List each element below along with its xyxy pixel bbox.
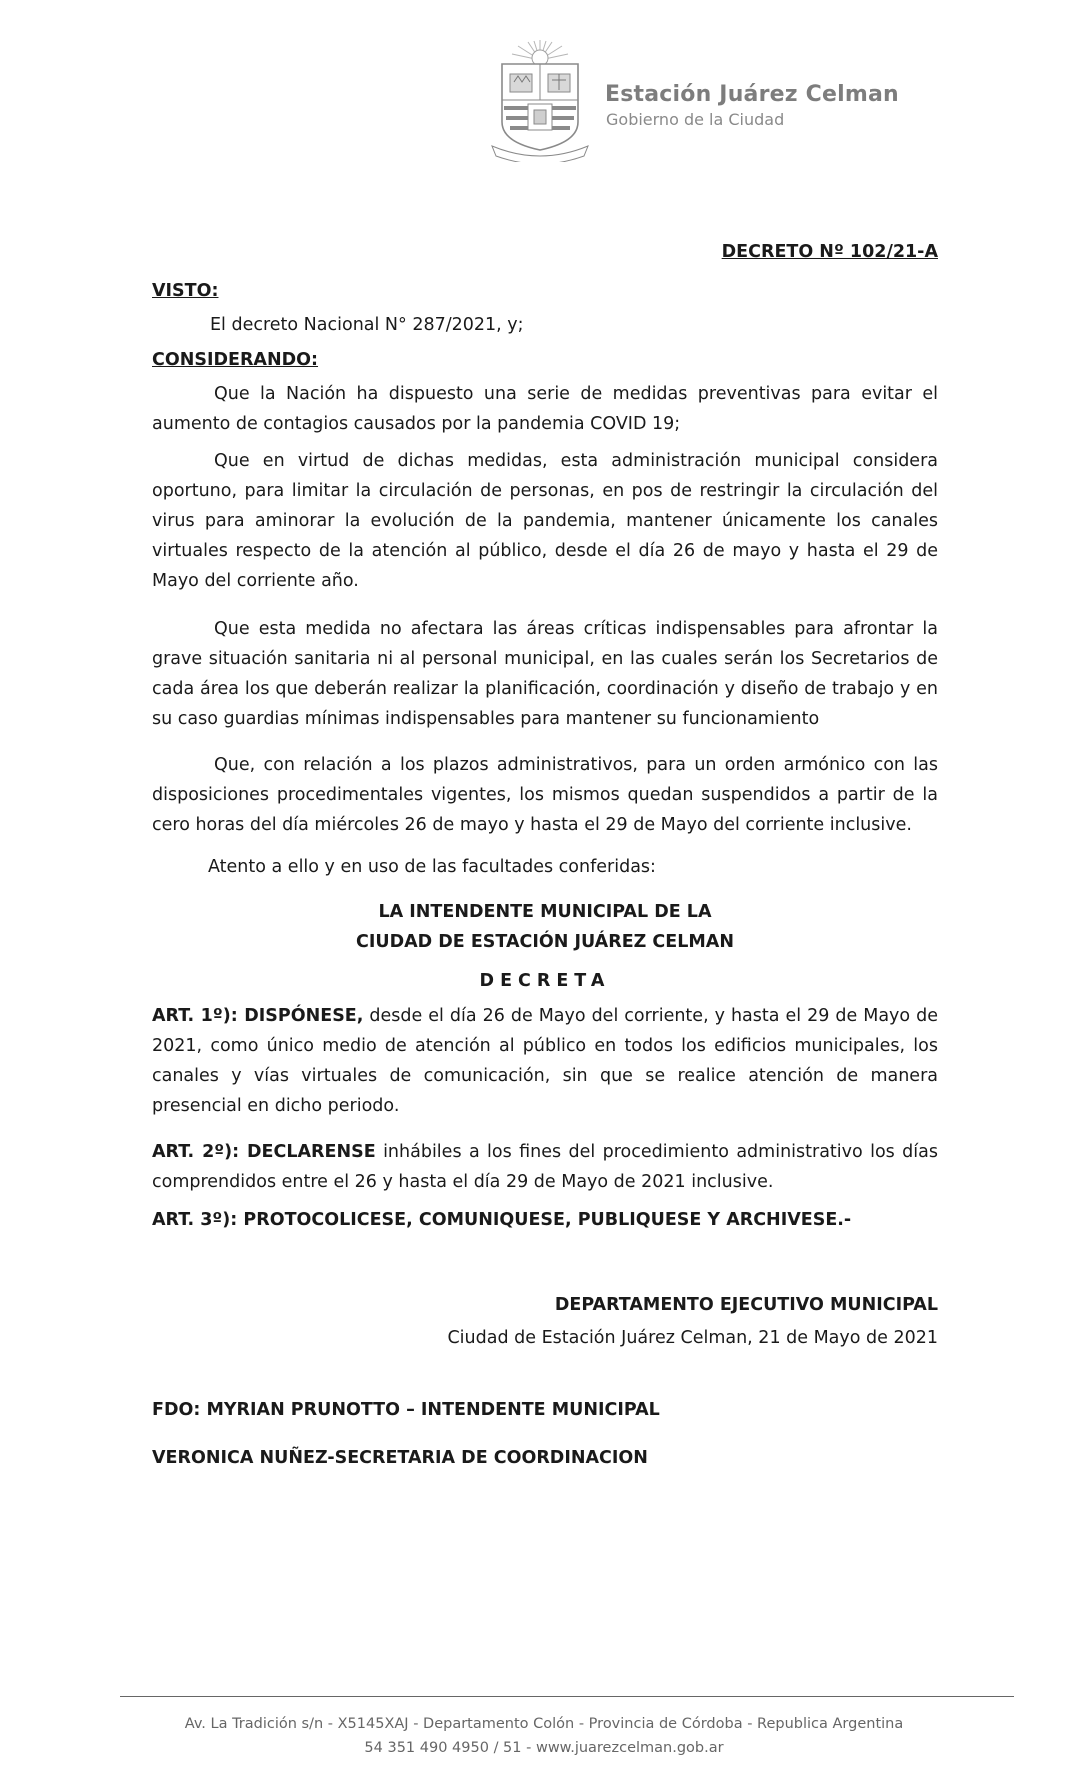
decree-number: DECRETO Nº 102/21-A <box>721 242 938 262</box>
visto-heading: VISTO: <box>152 281 219 301</box>
article-2 <box>152 1137 938 1197</box>
article-2-body: inhábiles a los fines del procedimiento administrativo los días comprendidos entre el 26 y hasta el día 29 de Mayo de 2021 inclusive. <box>152 1142 938 1192</box>
decreta-block <box>152 966 938 996</box>
header-logo <box>488 38 908 168</box>
atento-block <box>152 852 938 882</box>
coat-of-arms-seal-icon <box>488 38 592 162</box>
considerando-paragraph: Que esta medida no afectara las áreas críticas indispensables para afrontar la grave situación sanitaria ni al personal municipal, en las cuales serán los Secretarios de cada área los que deberán realizar la planificación, coordinación y diseño de trabajo y en su caso guardias mínimas indispensables para mantener su funcionamiento <box>152 619 938 729</box>
authority-line-2: CIUDAD DE ESTACIÓN JUÁREZ CELMAN <box>356 932 734 952</box>
article-2-label: ART. 2º): DECLARENSE <box>152 1142 376 1162</box>
paragraph-block <box>152 446 938 596</box>
article-1-body: desde el día 26 de Mayo del corriente, y hasta el 29 de Mayo de 2021, como único medio de atención al público en todos los edificios municipales, los canales y vías virtuales de comunicación, sin que se realice atención de manera presencial en dicho periodo. <box>152 1006 938 1116</box>
considerando-heading: CONSIDERANDO: <box>152 350 319 370</box>
decreta-heading: DECRETA <box>479 971 611 991</box>
signature-secretaria: VERONICA NUÑEZ-SECRETARIA DE COORDINACION <box>152 1448 648 1468</box>
article-1 <box>152 1001 938 1121</box>
footer-address: Av. La Tradición s/n - X5145XAJ - Departamento Colón - Provincia de Córdoba - Republica Argentina <box>184 1716 904 1732</box>
footer-contact: 54 351 490 4950 / 51 - www.juarezcelman.gob.ar <box>364 1740 724 1756</box>
place-date: Ciudad de Estación Juárez Celman, 21 de Mayo de 2021 <box>447 1328 938 1348</box>
footer-divider <box>120 1696 1014 1697</box>
authority-block <box>152 897 938 957</box>
paragraph-block <box>152 379 938 439</box>
considerando-paragraph: Que la Nación ha dispuesto una serie de medidas preventivas para evitar el aumento de contagios causados por la pandemia COVID 19; <box>152 384 938 434</box>
visto-section <box>152 276 938 306</box>
paragraph-block <box>152 750 938 840</box>
signature-intendente: FDO: MYRIAN PRUNOTTO – INTENDENTE MUNICIPAL <box>152 1400 660 1420</box>
paragraph-block <box>152 614 938 734</box>
atento-text: Atento a ello y en uso de las facultades conferidas: <box>208 857 656 877</box>
visto-text: El decreto Nacional N° 287/2021, y; <box>210 315 524 335</box>
article-1-text <box>152 1001 938 1121</box>
department-name: DEPARTAMENTO EJECUTIVO MUNICIPAL <box>554 1295 938 1315</box>
authority-line-1: LA INTENDENTE MUNICIPAL DE LA <box>378 902 712 922</box>
considerando-section <box>152 345 938 375</box>
brand-subtitle: Gobierno de la Ciudad <box>606 110 785 129</box>
article-2-text <box>152 1137 938 1197</box>
article-1-label: ART. 1º): DISPÓNESE, <box>152 1006 364 1026</box>
considerando-paragraph: Que en virtud de dichas medidas, esta administración municipal considera oportuno, para limitar la circulación de personas, en pos de restringir la circulación del virus para aminorar la evolución de la pandemia, mantener únicamente los canales virtuales respecto de la atención al público, desde el día 26 de mayo y hasta el 29 de Mayo del corriente año. <box>152 451 938 591</box>
article-3 <box>152 1205 938 1235</box>
article-3-text: ART. 3º): PROTOCOLICESE, COMUNIQUESE, PUBLIQUESE Y ARCHIVESE.- <box>152 1210 852 1230</box>
brand-name: Estación Juárez Celman <box>605 82 899 107</box>
visto-text-block <box>152 310 938 340</box>
considerando-paragraph: Que, con relación a los plazos administrativos, para un orden armónico con las disposiciones procedimentales vigentes, los mismos quedan suspendidos a partir de la cero horas del día miércoles 26 de mayo y hasta el 29 de Mayo del corriente inclusive. <box>152 755 938 835</box>
